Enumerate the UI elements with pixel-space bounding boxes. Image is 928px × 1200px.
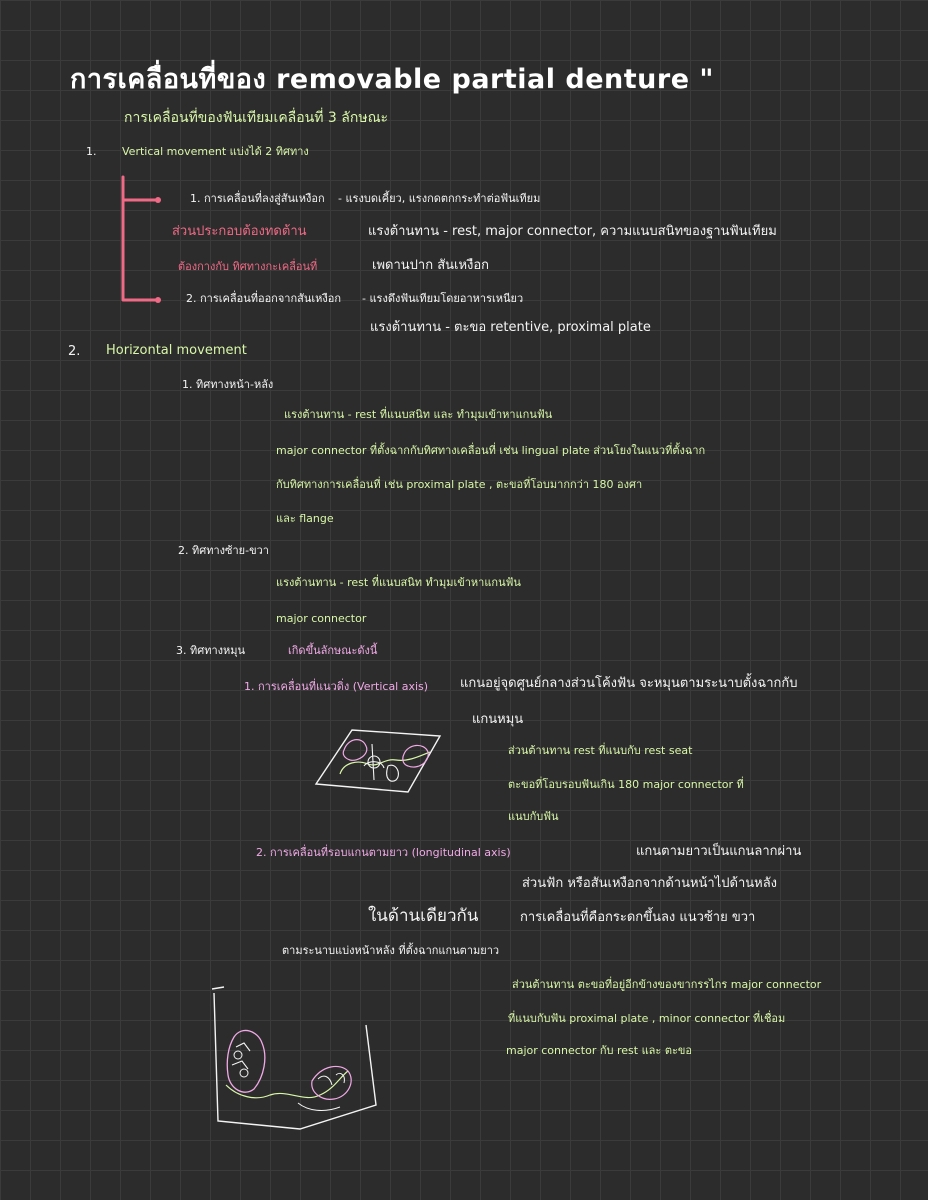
horizontal-2-line-1: แรงต้านทาน - rest ที่แนบสนิท ทำมุมเข้าหาแกนฟัน: [276, 576, 521, 589]
rotation-1-desc-1: แกนอยู่จุดศูนย์กลางส่วนโค้งฟัน จะหมุนตามระนาบตั้งฉากกับ: [460, 676, 798, 691]
rotation-2-desc-4: ตามระนาบแบ่งหน้าหลัง ที่ตั้งฉากแกนตามยาว: [282, 944, 500, 957]
horizontal-2-label: 2. ทิศทางซ้าย-ขวา: [178, 544, 269, 557]
longitudinal-axis-tooth-sketch: [208, 985, 378, 1137]
vertical-b-label: 2. การเคลื่อนที่ออกจากสันเหงือก: [186, 292, 342, 305]
section-2-heading: Horizontal movement: [106, 343, 247, 358]
rotation-2-desc-3: การเคลื่อนที่คือกระดกขึ้นลง แนวซ้าย ขวา: [520, 910, 756, 925]
vertical-b-resist: แรงต้านทาน - ตะขอ retentive, proximal plate: [370, 320, 651, 335]
section-1-heading: Vertical movement แบ่งได้ 2 ทิศทาง: [122, 145, 309, 158]
horizontal-1-line-4: และ flange: [276, 512, 334, 525]
pink-note-1: ส่วนประกอบต้องทดต้าน: [172, 224, 307, 239]
subtitle: การเคลื่อนที่ของฟันเทียมเคลื่อนที่ 3 ลักษณะ: [124, 110, 389, 126]
horizontal-3-label: 3. ทิศทางหมุน: [176, 644, 246, 657]
rotation-2-resist-1: ส่วนต้านทาน ตะขอที่อยู่อีกข้างของขากรรไกร major connector: [512, 978, 822, 991]
rotation-1-label: 1. การเคลื่อนที่แนวดิ่ง (Vertical axis): [244, 680, 429, 693]
rotation-2-emphasis: ในด้านเดียวกัน: [368, 906, 479, 926]
horizontal-1-line-2: major connector ที่ตั้งฉากกับทิศทางเคลื่อนที่ เช่น lingual plate ส่วนโยงในแนวที่ตั้งฉาก: [276, 444, 706, 457]
rotation-1-desc-2: แกนหมุน: [472, 712, 524, 727]
bracket-diagram: [118, 175, 168, 310]
rotation-2-desc-1: แกนตามยาวเป็นแกนลากผ่าน: [636, 844, 802, 859]
rotation-1-resist-3: แนบกับฟัน: [508, 810, 559, 823]
vertical-a-desc: - แรงบดเคี้ยว, แรงกดตกกระทำต่อฟันเทียม: [338, 192, 541, 205]
page-title: การเคลื่อนที่ของ removable partial denture ": [70, 64, 714, 95]
rotation-2-resist-2: ที่แนบกับฟัน proximal plate , minor connector ที่เชื่อม: [508, 1012, 786, 1025]
vertical-a-resist: แรงต้านทาน - rest, major connector, ความแนบสนิทของฐานฟันเทียม: [368, 224, 777, 239]
horizontal-1-label: 1. ทิศทางหน้า-หลัง: [182, 378, 274, 391]
section-1-number: 1.: [86, 145, 97, 158]
horizontal-2-line-2: major connector: [276, 612, 367, 625]
horizontal-1-line-1: แรงต้านทาน - rest ที่แนบสนิท และ ทำมุมเข้าหาแกนฟัน: [284, 408, 553, 421]
pink-note-2: ต้องกางกับ ทิศทางกะเคลื่อนที่: [178, 260, 318, 273]
rotation-1-resist-2: ตะขอที่โอบรอบฟันเกิน 180 major connector ที่: [508, 778, 744, 791]
rotation-1-resist-1: ส่วนต้านทาน rest ที่แนบกับ rest seat: [508, 744, 693, 757]
horizontal-1-line-3: กับทิศทางการเคลื่อนที่ เช่น proximal plate , ตะขอที่โอบมากกว่า 180 องศา: [276, 478, 643, 491]
vertical-a-label: 1. การเคลื่อนที่ลงสู่สันเหงือก: [190, 192, 325, 205]
rotation-2-label: 2. การเคลื่อนที่รอบแกนตามยาว (longitudinal axis): [256, 846, 511, 859]
vertical-b-desc: - แรงดึงฟันเทียมโดยอาหารเหนียว: [362, 292, 524, 305]
vertical-a-resist-2: เพดานปาก สันเหงือก: [372, 258, 490, 273]
section-2-number: 2.: [68, 344, 81, 359]
vertical-axis-tooth-sketch: [312, 722, 442, 794]
rotation-2-desc-2: ส่วนฟัก หรือสันเหงือกจากด้านหน้าไปด้านหลัง: [522, 876, 778, 891]
rotation-2-resist-3: major connector กับ rest และ ตะขอ: [506, 1044, 693, 1057]
horizontal-3-note: เกิดขึ้นลักษณะดังนี้: [288, 644, 378, 657]
